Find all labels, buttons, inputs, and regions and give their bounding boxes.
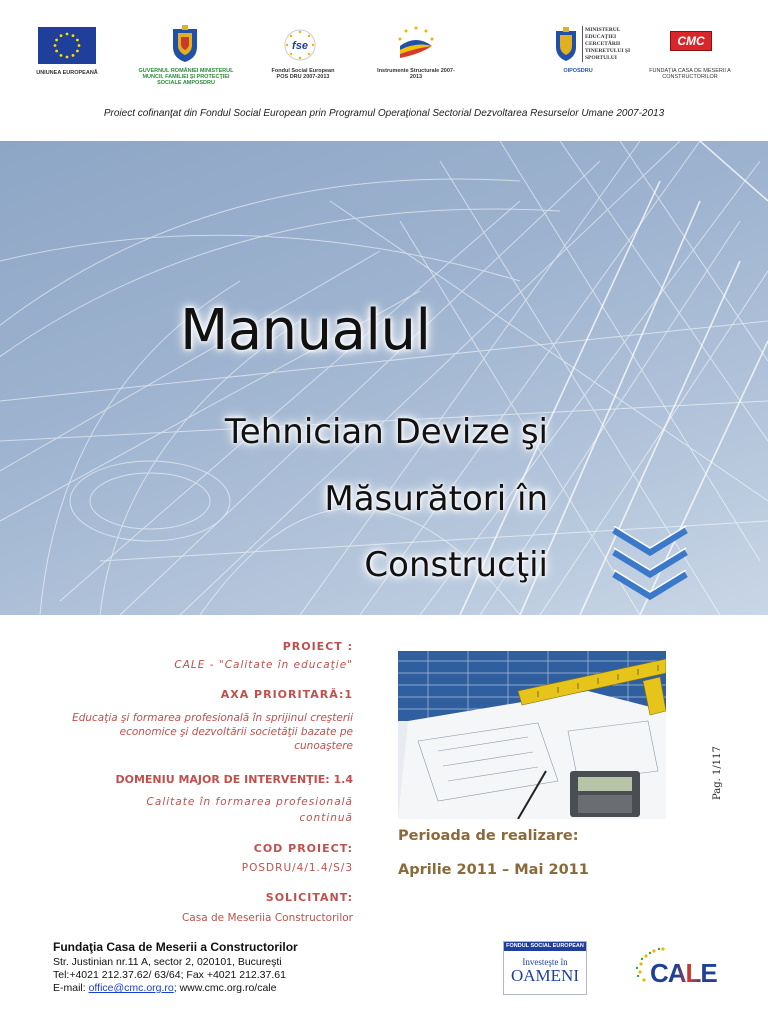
blueprint-photo: [398, 651, 666, 819]
hero-banner: [0, 141, 768, 615]
footer-website: ; www.cmc.org.ro/cale: [173, 982, 277, 994]
ministry-education-icon: [553, 26, 579, 62]
solicitant-value: Casa de Meseriia Constructorilor: [181, 912, 353, 924]
manual-subtitle-line-3: Construcţii: [364, 545, 548, 585]
ministry-divider: [582, 26, 583, 62]
footer-address: Str. Justinian nr.11 A, sector 2, 020101, Bucureşti: [53, 956, 282, 968]
period-value: Aprilie 2011 – Mai 2011: [398, 862, 589, 878]
oiposdru-caption: OIPOSDRU: [563, 68, 593, 74]
cofinancing-tagline: Proiect cofinanţat din Fondul Social European prin Programul Operaţional Sectorial Dezvoltarea Resurselor Umane 2007-2013: [103, 108, 665, 119]
proiect-value: CALE - "Calitate în educaţie": [174, 659, 353, 671]
fse-investeste-badge: [503, 941, 587, 995]
fse-badge-top: FONDUL SOCIAL EUROPEAN: [504, 942, 586, 951]
eu-flag-icon: [38, 27, 96, 64]
footer-email-line: [53, 982, 276, 994]
cmc-logo-icon: CMC: [670, 31, 712, 51]
structural-caption: Instrumente Structurale 2007-2013: [377, 68, 455, 80]
cmc-caption: FUNDAŢIA CASA DE MESERII A CONSTRUCTORILOR: [649, 68, 731, 80]
cale-logo-icon: [630, 944, 726, 996]
proiect-label: PROIECT :: [282, 640, 353, 653]
cod-label: COD PROIECT:: [253, 842, 353, 855]
footer-email-prefix: E-mail:: [53, 982, 89, 994]
axa-value: Educaţia şi formarea profesională în sprijinul creşterii economice şi dezvoltării societăţii bazate pe cunoaştere: [72, 712, 353, 752]
solicitant-label: SOLICITANT:: [265, 891, 353, 904]
fse-badge-big: OAMENI: [511, 966, 579, 985]
cod-value: POSDRU/4/1.4/S/3: [241, 862, 353, 874]
footer-phone: Tel:+4021 212.37.62/ 63/64; Fax +4021 212.37.61: [53, 969, 286, 981]
page-number: Pag. 1/117: [712, 746, 723, 800]
manual-title: Manualul: [180, 298, 431, 363]
period-label: Perioada de realizare:: [398, 828, 579, 844]
fse-caption: Fondul Social European POS DRU 2007-2013: [271, 68, 335, 80]
domeniu-value: Calitate în formarea profesională continuă: [146, 796, 353, 824]
structural-instruments-icon: [394, 24, 438, 64]
manual-subtitle-line-1: Tehnician Devize şi: [224, 412, 548, 452]
ministry-name: MINISTERUL EDUCAŢIEI CERCETĂRII TINERETULUI ŞI SPORTULUI: [585, 27, 631, 61]
footer-email-link[interactable]: office@cmc.org.ro: [88, 982, 174, 994]
cale-logo-text: CALE: [650, 958, 717, 988]
chevron-down-icon: [610, 526, 690, 606]
romania-caption: GUVERNUL ROMÂNIEI MINISTERUL MUNCII, FAMILIEI ŞI PROTECŢIEI SOCIALE AMPOSDRU: [138, 68, 234, 86]
fse-logo-icon: [280, 28, 320, 62]
axa-label: AXA PRIORITARĂ:1: [220, 688, 353, 701]
footer-org-name: Fundaţia Casa de Meserii a Constructorilor: [53, 940, 298, 954]
eu-caption: UNIUNEA EUROPEANĂ: [36, 70, 98, 76]
domeniu-label: DOMENIU MAJOR DE INTERVENŢIE: 1.4: [115, 773, 353, 786]
svg-text:fse: fse: [292, 40, 308, 52]
fse-badge-mid: Investeşte în: [522, 957, 568, 967]
manual-subtitle-line-2: Măsurători în: [324, 479, 548, 519]
romania-coat-of-arms-icon: [170, 25, 200, 63]
